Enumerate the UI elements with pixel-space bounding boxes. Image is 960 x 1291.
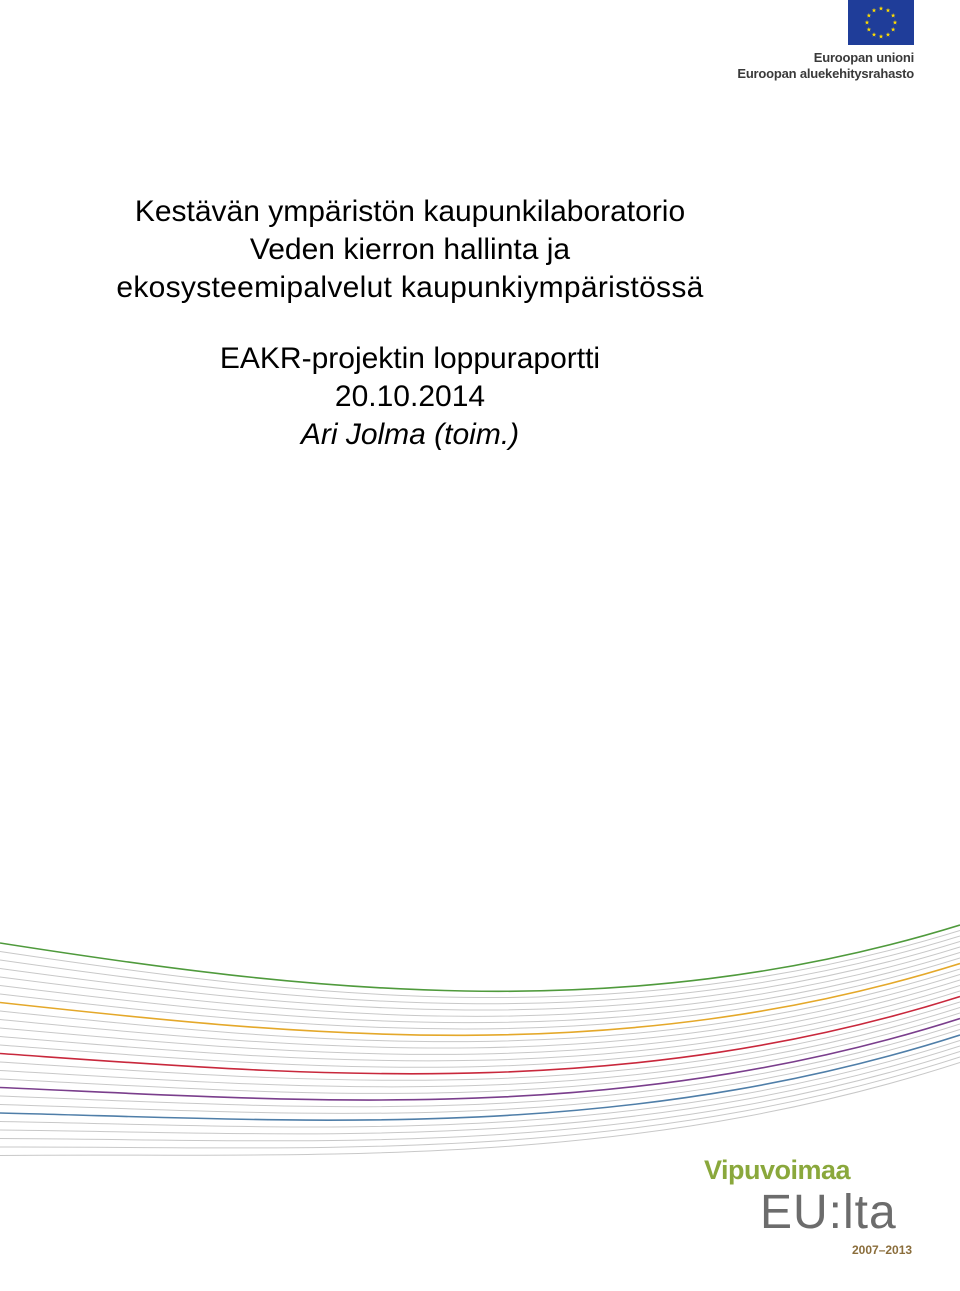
- eu-logo: [737, 0, 930, 90]
- wave-line: [0, 975, 960, 1049]
- wave-line: [0, 942, 960, 1011]
- wave-line: [0, 925, 960, 991]
- document-title: [0, 193, 820, 307]
- report-info: [0, 340, 820, 454]
- vipuvoimaa-years: 2007–2013: [852, 1243, 913, 1257]
- eu-flag-icon: [848, 0, 914, 45]
- wave-line: [0, 1008, 960, 1087]
- wave-line: [0, 936, 960, 1004]
- vipuvoimaa-logo: [700, 1155, 930, 1265]
- report-author: Ari Jolma (toim.): [300, 418, 520, 451]
- wave-line: [0, 1019, 960, 1101]
- title-line-1: Kestävän ympäristön kaupunkilaboratorio: [134, 195, 686, 228]
- vipuvoimaa-title: Vipuvoimaa: [704, 1155, 851, 1185]
- report-type: EAKR-projektin loppuraportti: [219, 342, 601, 375]
- eu-logo-line1: Euroopan unioni: [813, 50, 914, 65]
- eu-logo-line2: Euroopan aluekehitysrahasto: [737, 66, 914, 81]
- wave-line: [0, 1041, 960, 1127]
- title-line-2: Veden kierron hallinta ja: [249, 233, 571, 266]
- report-date: 20.10.2014: [334, 380, 486, 413]
- wave-line: [0, 986, 960, 1061]
- wave-line: [0, 964, 960, 1036]
- wave-line: [0, 1046, 960, 1134]
- title-line-3: ekosysteemipalvelut kaupunkiympäristössä: [116, 271, 704, 304]
- vipuvoimaa-eu-text: EU:lta: [760, 1186, 897, 1239]
